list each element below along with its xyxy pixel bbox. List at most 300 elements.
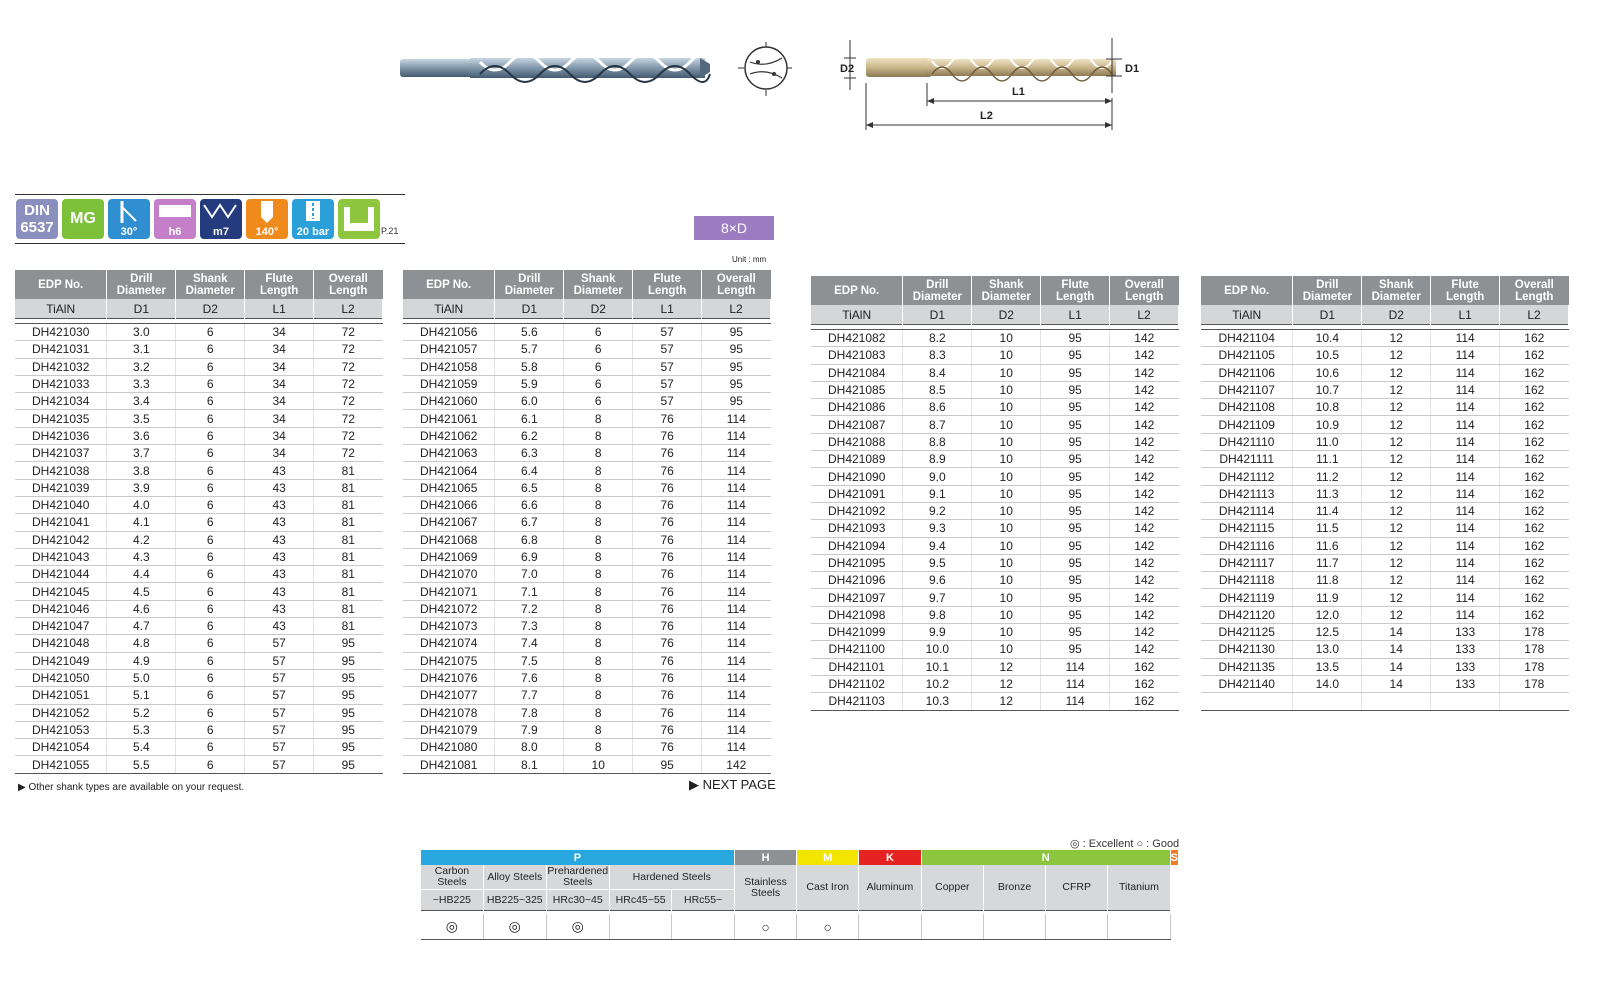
table-cell: 12 — [1362, 606, 1431, 623]
material-name: Stainless Steels — [734, 865, 796, 911]
table-cell: 114 — [702, 462, 771, 479]
table-cell: DH421119 — [1201, 589, 1293, 606]
table-cell: 114 — [1431, 433, 1500, 450]
table-cell: 6 — [176, 669, 245, 686]
table-cell: 114 — [702, 739, 771, 756]
table-cell: DH421135 — [1201, 658, 1293, 675]
col-label-line: Overall — [328, 272, 368, 285]
col-label-line: Flute — [1451, 278, 1479, 291]
table-cell: 4.0 — [107, 496, 176, 513]
table-cell: 114 — [702, 618, 771, 635]
table-cell: 114 — [1431, 468, 1500, 485]
drill-product-image — [400, 40, 720, 100]
table-cell: 162 — [1500, 468, 1569, 485]
table-cell: DH421091 — [811, 485, 903, 502]
table-cell: DH421056 — [403, 324, 495, 341]
table-cell: 72 — [314, 393, 383, 410]
table-cell: DH421111 — [1201, 451, 1293, 468]
table-cell: 8 — [564, 583, 633, 600]
table-cell: 76 — [633, 739, 702, 756]
table-cell: 6.7 — [495, 514, 564, 531]
table-row — [811, 381, 1179, 398]
table-cell: 11.6 — [1293, 537, 1362, 554]
table-cell: 114 — [702, 479, 771, 496]
table-cell: DH421049 — [15, 652, 107, 669]
feature-icon-strip — [15, 194, 405, 244]
subheader-cell: TiAlN — [1201, 305, 1293, 325]
table-cell: 10 — [972, 537, 1041, 554]
table-cell: 76 — [633, 445, 702, 462]
table-cell: 10.1 — [903, 658, 972, 675]
table-cell: 95 — [633, 756, 702, 773]
table-cell: 142 — [702, 756, 771, 773]
table-cell: 142 — [1110, 468, 1179, 485]
table-cell: 10 — [972, 520, 1041, 537]
table-row — [811, 485, 1179, 502]
table-cell: 6 — [176, 600, 245, 617]
table-cell: 114 — [1431, 485, 1500, 502]
table-cell: DH421130 — [1201, 641, 1293, 658]
table-cell: 8 — [564, 600, 633, 617]
spec-table-2 — [403, 270, 771, 774]
table-cell: 8 — [564, 652, 633, 669]
table-cell: 178 — [1500, 624, 1569, 641]
table-row — [811, 399, 1179, 416]
table-cell: 76 — [633, 531, 702, 548]
table-cell: 7.1 — [495, 583, 564, 600]
table-cell: 6 — [176, 427, 245, 444]
table-cell: 10 — [972, 399, 1041, 416]
table-row — [15, 687, 383, 704]
table-cell: 72 — [314, 358, 383, 375]
table-row — [403, 756, 771, 773]
table-row — [1201, 502, 1569, 519]
table-cell: 8 — [564, 496, 633, 513]
table-cell: 3.7 — [107, 445, 176, 462]
table-cell: 7.5 — [495, 652, 564, 669]
table-cell — [1431, 693, 1500, 710]
material-name: Aluminum — [859, 865, 922, 911]
table-cell: 12 — [1362, 381, 1431, 398]
table-cell: 43 — [245, 583, 314, 600]
subheader-cell: L1 — [1041, 305, 1110, 325]
table-cell: DH421102 — [811, 675, 903, 692]
table-cell: DH421092 — [811, 502, 903, 519]
table-row — [403, 600, 771, 617]
table-cell: 142 — [1110, 347, 1179, 364]
table-cell: 5.0 — [107, 669, 176, 686]
table-cell: 10.9 — [1293, 416, 1362, 433]
table-cell: 10.8 — [1293, 399, 1362, 416]
table-cell: 5.9 — [495, 375, 564, 392]
material-rating — [609, 914, 672, 940]
table-cell: DH421065 — [403, 479, 495, 496]
table-cell: 57 — [633, 324, 702, 341]
table-cell: 76 — [633, 410, 702, 427]
table-cell: 8 — [564, 427, 633, 444]
table-cell: 8 — [564, 669, 633, 686]
table-row — [811, 675, 1179, 692]
table-cell: 95 — [1041, 485, 1110, 502]
table-cell: 8 — [564, 635, 633, 652]
col-label-line: Shank — [192, 272, 228, 285]
drill-cross-section-icon — [736, 40, 796, 100]
table-cell: DH421090 — [811, 468, 903, 485]
col-label-line: Diameter — [1302, 290, 1352, 303]
table-cell: 72 — [314, 375, 383, 392]
table-cell: 6 — [176, 462, 245, 479]
table-cell: 81 — [314, 566, 383, 583]
table-cell: 162 — [1500, 364, 1569, 381]
table-cell: 14.0 — [1293, 675, 1362, 692]
table-row — [15, 324, 383, 341]
table-cell: 133 — [1431, 624, 1500, 641]
table-cell: 95 — [1041, 347, 1110, 364]
table-row — [811, 658, 1179, 675]
table-cell: 57 — [245, 652, 314, 669]
subheader-cell: L2 — [1500, 305, 1569, 325]
drill-dimension-drawing — [840, 38, 1170, 138]
table-cell: 9.2 — [903, 502, 972, 519]
table-cell: 114 — [702, 669, 771, 686]
table-cell: 95 — [314, 669, 383, 686]
table-cell: DH421034 — [15, 393, 107, 410]
table-row — [811, 468, 1179, 485]
table-cell: 95 — [1041, 364, 1110, 381]
table-cell: 34 — [245, 358, 314, 375]
table-cell: 12 — [972, 658, 1041, 675]
table-cell: 4.6 — [107, 600, 176, 617]
table-cell: 43 — [245, 548, 314, 565]
table-cell: 6.2 — [495, 427, 564, 444]
dim-label-l1: L1 — [1012, 86, 1025, 98]
table-cell: 76 — [633, 462, 702, 479]
table-row — [403, 687, 771, 704]
table-cell: 10.2 — [903, 675, 972, 692]
col-label-line: Diameter — [185, 284, 235, 297]
table-cell: 95 — [1041, 572, 1110, 589]
table-cell: DH421042 — [15, 531, 107, 548]
table-cell: DH421072 — [403, 600, 495, 617]
table-cell: 3.5 — [107, 410, 176, 427]
table-cell: 14 — [1362, 658, 1431, 675]
table-cell: 6 — [176, 618, 245, 635]
col-edp-no: EDP No. — [403, 270, 495, 299]
table-row — [403, 669, 771, 686]
table-cell: 8.7 — [903, 416, 972, 433]
header-row — [403, 270, 771, 299]
subheader-row — [811, 305, 1179, 325]
table-cell: 95 — [702, 358, 771, 375]
table-row — [811, 572, 1179, 589]
table-cell: 81 — [314, 548, 383, 565]
table-cell: 3.6 — [107, 427, 176, 444]
col-label-line: Length — [1515, 290, 1554, 303]
table-cell: DH421113 — [1201, 485, 1293, 502]
table-cell: 5.5 — [107, 756, 176, 773]
table-cell: 8.0 — [495, 739, 564, 756]
table-row — [811, 537, 1179, 554]
table-row — [15, 393, 383, 410]
table-row — [15, 739, 383, 756]
table-row — [15, 445, 383, 462]
table-cell: 12 — [1362, 364, 1431, 381]
table-cell: 95 — [702, 341, 771, 358]
table-cell: 162 — [1500, 589, 1569, 606]
table-row — [15, 479, 383, 496]
table-cell: 95 — [1041, 624, 1110, 641]
table-cell: 6 — [564, 358, 633, 375]
table-cell: 10 — [564, 756, 633, 773]
col-label-line: Flute — [1061, 278, 1089, 291]
table-cell: 8 — [564, 531, 633, 548]
table-cell: 8.1 — [495, 756, 564, 773]
material-rating — [1108, 914, 1170, 940]
table-row — [403, 635, 771, 652]
table-cell: 114 — [702, 531, 771, 548]
table-cell: 14 — [1362, 624, 1431, 641]
table-cell: 72 — [314, 445, 383, 462]
table-cell: DH421114 — [1201, 502, 1293, 519]
subheader-cell: D1 — [903, 305, 972, 325]
table-cell: 76 — [633, 635, 702, 652]
table-cell: 43 — [245, 496, 314, 513]
table-cell: 10 — [972, 416, 1041, 433]
material-category: K — [859, 850, 922, 865]
col-overall-length — [314, 270, 383, 299]
table-cell: 142 — [1110, 399, 1179, 416]
dim-label-d1: D1 — [1125, 63, 1140, 75]
col-shank-diameter — [972, 276, 1041, 305]
table-cell: DH421116 — [1201, 537, 1293, 554]
table-cell: DH421088 — [811, 433, 903, 450]
table-cell: 95 — [1041, 433, 1110, 450]
subheader-cell: D2 — [972, 305, 1041, 325]
table-row — [1201, 641, 1569, 658]
table-cell: 142 — [1110, 330, 1179, 347]
col-label-line: Diameter — [573, 284, 623, 297]
table-cell: 5.8 — [495, 358, 564, 375]
material-name: Bronze — [983, 865, 1045, 911]
material-category: H — [734, 850, 796, 865]
table-cell: 12 — [972, 693, 1041, 710]
table-cell: 10.0 — [903, 641, 972, 658]
table-cell: 95 — [314, 739, 383, 756]
subheader-cell: L2 — [314, 299, 383, 319]
table-row — [15, 531, 383, 548]
table-cell: 6 — [176, 393, 245, 410]
col-shank-diameter — [1362, 276, 1431, 305]
subheader-row — [1201, 305, 1569, 325]
table-row — [15, 496, 383, 513]
table-cell: 5.1 — [107, 687, 176, 704]
next-page-link[interactable]: ▶ NEXT PAGE — [689, 777, 776, 792]
col-label-line: Diameter — [912, 290, 962, 303]
table-cell: 43 — [245, 531, 314, 548]
table-cell: 178 — [1500, 675, 1569, 692]
table-cell: 142 — [1110, 606, 1179, 623]
spec-table-1 — [15, 270, 383, 774]
table-cell — [1362, 693, 1431, 710]
table-cell: 162 — [1500, 399, 1569, 416]
table-cell: 4.3 — [107, 548, 176, 565]
shank-note: ▶ Other shank types are available on your request. — [18, 782, 245, 793]
table-cell: DH421093 — [811, 520, 903, 537]
table-cell: DH421118 — [1201, 572, 1293, 589]
table-cell: DH421100 — [811, 641, 903, 658]
table-cell: 12 — [1362, 433, 1431, 450]
header-row — [1201, 276, 1569, 305]
table-cell: 8.5 — [903, 381, 972, 398]
table-cell: 34 — [245, 445, 314, 462]
table-cell: 114 — [702, 704, 771, 721]
table-row — [811, 416, 1179, 433]
unit-note: Unit : mm — [732, 255, 767, 264]
col-label-line: Flute — [653, 272, 681, 285]
header-row — [811, 276, 1179, 305]
table-cell: 162 — [1500, 381, 1569, 398]
col-label-line: Diameter — [116, 284, 166, 297]
table-cell: DH421067 — [403, 514, 495, 531]
table-row — [811, 606, 1179, 623]
table-row — [15, 600, 383, 617]
table-cell: 76 — [633, 427, 702, 444]
material-rating: ◎ — [546, 914, 609, 940]
col-label-line: Shank — [580, 272, 616, 285]
table-cell: 95 — [1041, 589, 1110, 606]
table-row — [15, 410, 383, 427]
table-cell: DH421099 — [811, 624, 903, 641]
table-cell: DH421061 — [403, 410, 495, 427]
table-row — [1201, 624, 1569, 641]
col-drill-diameter — [1293, 276, 1362, 305]
table-cell: DH421108 — [1201, 399, 1293, 416]
table-cell: DH421076 — [403, 669, 495, 686]
col-label-line: Overall — [716, 272, 756, 285]
table-row — [15, 358, 383, 375]
table-row — [811, 364, 1179, 381]
table-cell: 6 — [176, 375, 245, 392]
table-cell: 11.3 — [1293, 485, 1362, 502]
table-cell: 95 — [1041, 520, 1110, 537]
table-cell: 10 — [972, 433, 1041, 450]
table-cell: 10 — [972, 641, 1041, 658]
table-cell: 81 — [314, 618, 383, 635]
table-row — [811, 347, 1179, 364]
table-cell: 178 — [1500, 641, 1569, 658]
table-cell: 81 — [314, 479, 383, 496]
material-suitability-table — [421, 850, 1179, 940]
table-cell: DH421109 — [1201, 416, 1293, 433]
table-cell: 10.7 — [1293, 381, 1362, 398]
table-cell: DH421044 — [15, 566, 107, 583]
table-row — [1201, 347, 1569, 364]
table-cell: 6 — [564, 341, 633, 358]
table-cell: 3.2 — [107, 358, 176, 375]
table-row — [403, 704, 771, 721]
table-cell: 4.1 — [107, 514, 176, 531]
table-row — [811, 641, 1179, 658]
col-edp-no: EDP No. — [811, 276, 903, 305]
material-category: M — [797, 850, 859, 865]
subheader-row — [15, 299, 383, 319]
table-row — [811, 502, 1179, 519]
table-row — [811, 624, 1179, 641]
table-cell: DH421085 — [811, 381, 903, 398]
table-cell: 6 — [176, 324, 245, 341]
table-row — [1201, 381, 1569, 398]
table-cell: 95 — [702, 393, 771, 410]
material-name: CFRP — [1046, 865, 1108, 911]
table-cell: 43 — [245, 514, 314, 531]
table-cell: DH421096 — [811, 572, 903, 589]
table-cell: 11.5 — [1293, 520, 1362, 537]
table-cell: 9.3 — [903, 520, 972, 537]
table-cell: 12 — [1362, 416, 1431, 433]
table-cell: 4.7 — [107, 618, 176, 635]
table-cell: 34 — [245, 393, 314, 410]
table-row — [1201, 451, 1569, 468]
table-cell: 12 — [972, 675, 1041, 692]
table-cell: DH421095 — [811, 554, 903, 571]
table-cell: 9.0 — [903, 468, 972, 485]
spec-table-4 — [1201, 276, 1569, 711]
table-row — [15, 462, 383, 479]
table-row — [403, 618, 771, 635]
table-cell: 114 — [1431, 589, 1500, 606]
col-flute-length — [633, 270, 702, 299]
table-row — [403, 410, 771, 427]
table-cell: 95 — [1041, 330, 1110, 347]
table-cell: 95 — [1041, 554, 1110, 571]
table-cell: 43 — [245, 618, 314, 635]
shank-note-text: Other shank types are available on your request. — [28, 782, 245, 793]
col-label-line: Length — [1125, 290, 1164, 303]
table-cell: 162 — [1500, 606, 1569, 623]
table-row — [1201, 330, 1569, 347]
table-cell: 14 — [1362, 675, 1431, 692]
table-cell: DH421068 — [403, 531, 495, 548]
table-cell: 142 — [1110, 381, 1179, 398]
table-cell: DH421054 — [15, 739, 107, 756]
table-cell: DH421074 — [403, 635, 495, 652]
material-name: Titanium — [1108, 865, 1170, 911]
col-overall-length — [702, 270, 771, 299]
table-cell: 81 — [314, 583, 383, 600]
material-rating: ◎ — [421, 914, 483, 940]
table-cell: 142 — [1110, 589, 1179, 606]
helix-angle-icon: 30° — [108, 199, 150, 239]
table-cell: DH421083 — [811, 347, 903, 364]
table-row — [403, 324, 771, 341]
col-label-line: Flute — [265, 272, 293, 285]
table-cell: 114 — [1431, 399, 1500, 416]
table-cell: 114 — [1431, 347, 1500, 364]
table-cell: 114 — [1431, 364, 1500, 381]
next-page-label: NEXT PAGE — [702, 777, 776, 792]
table-cell: DH421038 — [15, 462, 107, 479]
rating-legend: ◎ : Excellent ○ : Good — [1070, 838, 1180, 850]
dim-label-l2: L2 — [980, 110, 993, 122]
table-cell: 142 — [1110, 624, 1179, 641]
table-cell: 133 — [1431, 641, 1500, 658]
table-cell: 81 — [314, 496, 383, 513]
table-cell: 12 — [1362, 347, 1431, 364]
table-cell: 6 — [176, 548, 245, 565]
table-cell: 114 — [702, 566, 771, 583]
table-cell: 4.9 — [107, 652, 176, 669]
subheader-cell: D2 — [564, 299, 633, 319]
